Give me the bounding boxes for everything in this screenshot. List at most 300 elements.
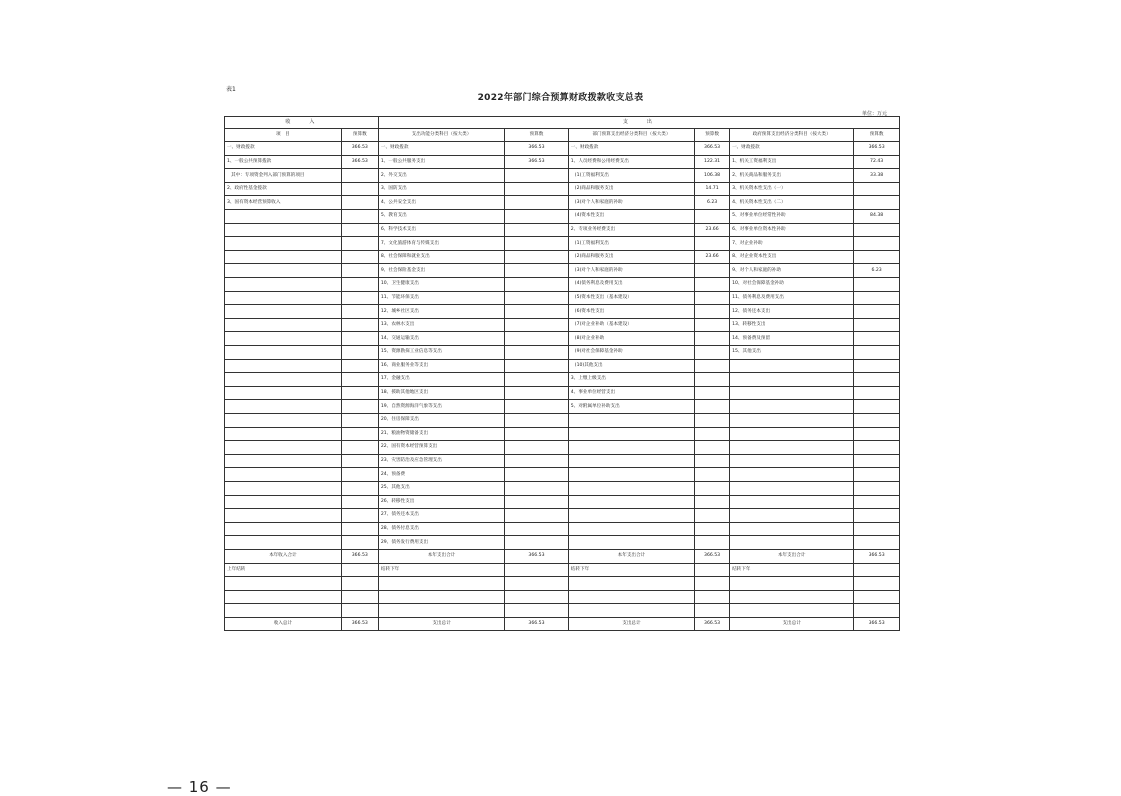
amount-cell	[854, 563, 900, 577]
amount-cell	[505, 210, 569, 224]
item-cell: 支出总计	[568, 617, 694, 631]
item-cell: 结转下年	[378, 563, 504, 577]
table-row	[225, 318, 900, 332]
item-cell: 29、债务发行费用支出	[378, 536, 504, 550]
amount-cell	[341, 590, 378, 604]
column-header: 项 目	[225, 128, 342, 142]
income-header: 收 入	[225, 117, 379, 129]
amount-cell: 366.53	[505, 155, 569, 169]
item-cell: 7、对企业补助	[730, 237, 854, 251]
item-cell	[225, 468, 342, 482]
item-cell	[568, 481, 694, 495]
amount-cell	[854, 318, 900, 332]
amount-cell	[505, 413, 569, 427]
item-cell: (2)商品和服务支出	[568, 250, 694, 264]
amount-cell	[341, 386, 378, 400]
amount-cell	[505, 590, 569, 604]
item-cell: (7)对企业补助（基本建设）	[568, 318, 694, 332]
item-cell	[225, 413, 342, 427]
amount-cell	[854, 590, 900, 604]
amount-cell	[695, 495, 730, 509]
amount-cell	[341, 223, 378, 237]
item-cell: 10、卫生健康支出	[378, 278, 504, 292]
amount-cell	[695, 454, 730, 468]
table-row	[225, 210, 900, 224]
amount-cell	[854, 413, 900, 427]
amount-cell	[341, 305, 378, 319]
amount-cell	[854, 427, 900, 441]
item-cell	[225, 400, 342, 414]
amount-cell	[695, 441, 730, 455]
item-cell	[730, 577, 854, 591]
item-cell: 5、教育支出	[378, 210, 504, 224]
item-cell	[730, 386, 854, 400]
item-cell: 12、债务还本支出	[730, 305, 854, 319]
item-cell: 14、预备费及预留	[730, 332, 854, 346]
item-cell: 其中：专项资金列入部门预算的项目	[225, 169, 342, 183]
amount-cell	[505, 481, 569, 495]
amount-cell	[341, 237, 378, 251]
amount-cell	[854, 182, 900, 196]
amount-cell	[505, 604, 569, 618]
amount-cell	[854, 400, 900, 414]
amount-cell	[695, 237, 730, 251]
amount-cell	[505, 237, 569, 251]
amount-cell	[341, 536, 378, 550]
table-row	[225, 454, 900, 468]
table-row	[225, 291, 900, 305]
item-cell	[225, 386, 342, 400]
amount-cell	[341, 413, 378, 427]
item-cell	[225, 590, 342, 604]
item-cell: 13、转移性支出	[730, 318, 854, 332]
amount-cell	[341, 373, 378, 387]
table-row	[225, 495, 900, 509]
item-cell: (4)资本性支出	[568, 210, 694, 224]
amount-cell	[505, 400, 569, 414]
table-row	[225, 359, 900, 373]
amount-cell: 366.53	[505, 142, 569, 156]
unit-label: 单位：万元	[862, 111, 888, 117]
amount-cell	[854, 250, 900, 264]
item-cell: 15、资源勘探工业信息等支出	[378, 346, 504, 360]
table-row	[225, 373, 900, 387]
amount-cell	[695, 332, 730, 346]
column-header: 预算数	[695, 128, 730, 142]
item-cell	[568, 427, 694, 441]
amount-cell	[505, 169, 569, 183]
amount-cell	[854, 332, 900, 346]
item-cell: 3、机关资本性支出（一）	[730, 182, 854, 196]
amount-cell	[695, 536, 730, 550]
item-cell: (4)债务利息及费用支出	[568, 278, 694, 292]
item-cell: 3、国有资本经营预算收入	[225, 196, 342, 210]
amount-cell	[695, 522, 730, 536]
item-cell: 本年支出合计	[730, 549, 854, 563]
amount-cell: 366.53	[695, 549, 730, 563]
table-row	[225, 305, 900, 319]
amount-cell	[505, 196, 569, 210]
amount-cell	[505, 346, 569, 360]
table-row	[225, 250, 900, 264]
item-cell: (1)工资福利支出	[568, 237, 694, 251]
amount-cell: 366.53	[341, 549, 378, 563]
item-cell	[568, 522, 694, 536]
column-header: 预算数	[505, 128, 569, 142]
table-row	[225, 223, 900, 237]
amount-cell: 33.38	[854, 169, 900, 183]
item-cell: 本年支出合计	[568, 549, 694, 563]
table-row	[225, 522, 900, 536]
item-cell	[730, 427, 854, 441]
item-cell: 6、对事业单位资本性补助	[730, 223, 854, 237]
item-cell	[225, 318, 342, 332]
amount-cell	[854, 291, 900, 305]
amount-cell	[505, 563, 569, 577]
table-row	[225, 549, 900, 563]
amount-cell	[341, 264, 378, 278]
amount-cell	[695, 563, 730, 577]
amount-cell	[854, 237, 900, 251]
column-header: 支出功能分类科目（按大类）	[378, 128, 504, 142]
item-cell	[730, 454, 854, 468]
amount-cell	[854, 278, 900, 292]
item-cell: 19、自然资源海洋气象等支出	[378, 400, 504, 414]
item-cell: 17、金融支出	[378, 373, 504, 387]
item-cell	[568, 577, 694, 591]
amount-cell: 366.53	[695, 142, 730, 156]
amount-cell: 366.53	[854, 549, 900, 563]
amount-cell	[505, 373, 569, 387]
amount-cell	[341, 291, 378, 305]
amount-cell: 366.53	[341, 142, 378, 156]
amount-cell	[505, 427, 569, 441]
item-cell	[225, 495, 342, 509]
amount-cell	[854, 495, 900, 509]
amount-cell	[695, 413, 730, 427]
item-cell	[730, 441, 854, 455]
item-cell	[568, 536, 694, 550]
amount-cell	[341, 318, 378, 332]
amount-cell	[695, 359, 730, 373]
amount-cell: 72.43	[854, 155, 900, 169]
item-cell: 6、科学技术支出	[378, 223, 504, 237]
table-row	[225, 155, 900, 169]
item-cell: 20、住房保障支出	[378, 413, 504, 427]
amount-cell	[854, 481, 900, 495]
amount-cell	[505, 250, 569, 264]
item-cell: 25、其他支出	[378, 481, 504, 495]
item-cell	[225, 305, 342, 319]
item-cell	[730, 373, 854, 387]
item-cell	[225, 536, 342, 550]
amount-cell	[695, 400, 730, 414]
item-cell	[568, 590, 694, 604]
amount-cell	[505, 332, 569, 346]
amount-cell	[341, 182, 378, 196]
table-row	[225, 577, 900, 591]
item-cell	[568, 509, 694, 523]
amount-cell	[505, 386, 569, 400]
column-header: 部门预算支出经济分类科目（按大类）	[568, 128, 694, 142]
item-cell	[730, 590, 854, 604]
page-title: 2022年部门综合预算财政拨款收支总表	[477, 93, 644, 103]
amount-cell	[854, 441, 900, 455]
amount-cell	[854, 386, 900, 400]
amount-cell	[695, 210, 730, 224]
item-cell: 11、节能环保支出	[378, 291, 504, 305]
item-cell: 4、机关资本性支出（二）	[730, 196, 854, 210]
amount-cell	[505, 305, 569, 319]
item-cell	[730, 481, 854, 495]
item-cell: 一、财政拨款	[568, 142, 694, 156]
item-cell: 本年收入合计	[225, 549, 342, 563]
amount-cell	[505, 359, 569, 373]
item-cell	[568, 468, 694, 482]
amount-cell: 366.53	[341, 155, 378, 169]
amount-cell	[854, 454, 900, 468]
amount-cell	[505, 468, 569, 482]
table-row	[225, 386, 900, 400]
amount-cell	[341, 441, 378, 455]
table-row	[225, 468, 900, 482]
amount-cell	[854, 577, 900, 591]
item-cell	[225, 373, 342, 387]
table-row	[225, 563, 900, 577]
item-cell: 2、专项业务经费支出	[568, 223, 694, 237]
table-row	[225, 604, 900, 618]
item-cell	[730, 604, 854, 618]
amount-cell	[341, 332, 378, 346]
amount-cell	[341, 196, 378, 210]
amount-cell	[854, 522, 900, 536]
item-cell: (9)对社会保障基金补助	[568, 346, 694, 360]
table-row	[225, 481, 900, 495]
item-cell: 4、公共安全支出	[378, 196, 504, 210]
item-cell	[730, 495, 854, 509]
amount-cell	[341, 210, 378, 224]
amount-cell	[341, 427, 378, 441]
item-cell	[378, 590, 504, 604]
item-cell	[225, 481, 342, 495]
item-cell: 22、国有资本经营预算支出	[378, 441, 504, 455]
amount-cell	[695, 346, 730, 360]
amount-cell	[695, 305, 730, 319]
item-cell	[225, 577, 342, 591]
item-cell: (6)资本性支出	[568, 305, 694, 319]
amount-cell: 23.66	[695, 223, 730, 237]
item-cell: 一、财政拨款	[225, 142, 342, 156]
item-cell: 1、一般公共预算拨款	[225, 155, 342, 169]
budget-table	[224, 116, 900, 631]
table-row	[225, 169, 900, 183]
amount-cell	[505, 577, 569, 591]
item-cell: 23、灾害防治及应急管理支出	[378, 454, 504, 468]
item-cell: 14、交通运输支出	[378, 332, 504, 346]
item-cell: 9、对个人和家庭的补助	[730, 264, 854, 278]
table-row	[225, 617, 900, 631]
table-row	[225, 427, 900, 441]
item-cell: 支出总计	[730, 617, 854, 631]
table-row	[225, 413, 900, 427]
table-number: 表1	[226, 86, 236, 93]
item-cell	[730, 509, 854, 523]
table-row	[225, 196, 900, 210]
item-cell: 13、农林水支出	[378, 318, 504, 332]
item-cell	[225, 441, 342, 455]
item-cell	[730, 468, 854, 482]
item-cell	[568, 413, 694, 427]
item-cell	[730, 359, 854, 373]
item-cell: 11、债务利息及费用支出	[730, 291, 854, 305]
amount-cell	[695, 590, 730, 604]
item-cell: 24、预备费	[378, 468, 504, 482]
amount-cell	[695, 481, 730, 495]
item-cell: 3、上缴上级支出	[568, 373, 694, 387]
item-cell: 27、债务还本支出	[378, 509, 504, 523]
column-header: 政府预算支出经济分类科目（按大类）	[730, 128, 854, 142]
amount-cell	[341, 454, 378, 468]
amount-cell: 366.53	[695, 617, 730, 631]
amount-cell	[341, 563, 378, 577]
table-row	[225, 182, 900, 196]
item-cell	[225, 250, 342, 264]
item-cell	[225, 291, 342, 305]
amount-cell	[341, 481, 378, 495]
table-row	[225, 509, 900, 523]
item-cell: 1、机关工资福利支出	[730, 155, 854, 169]
amount-cell	[505, 454, 569, 468]
amount-cell	[695, 291, 730, 305]
amount-cell	[505, 223, 569, 237]
amount-cell	[505, 441, 569, 455]
expense-header: 支 出	[378, 117, 899, 129]
amount-cell	[341, 346, 378, 360]
item-cell: 3、国防支出	[378, 182, 504, 196]
amount-cell: 84.38	[854, 210, 900, 224]
item-cell	[730, 400, 854, 414]
amount-cell	[695, 468, 730, 482]
item-cell: 12、城乡社区支出	[378, 305, 504, 319]
item-cell: 结转下年	[730, 563, 854, 577]
item-cell	[225, 604, 342, 618]
amount-cell	[341, 577, 378, 591]
page-number: — 16 —	[167, 778, 232, 796]
amount-cell	[341, 400, 378, 414]
item-cell: (5)资本性支出（基本建设）	[568, 291, 694, 305]
amount-cell	[505, 291, 569, 305]
item-cell: (3)对个人和家庭的补助	[568, 196, 694, 210]
amount-cell	[341, 468, 378, 482]
amount-cell	[854, 223, 900, 237]
item-cell: 4、事业单位经营支出	[568, 386, 694, 400]
column-header: 预算数	[341, 128, 378, 142]
item-cell	[225, 427, 342, 441]
item-cell: 1、人员经费和公用经费支出	[568, 155, 694, 169]
amount-cell: 6.23	[695, 196, 730, 210]
item-cell: (10)其他支出	[568, 359, 694, 373]
amount-cell	[505, 509, 569, 523]
table-row	[225, 237, 900, 251]
amount-cell	[341, 359, 378, 373]
amount-cell	[341, 509, 378, 523]
item-cell: 10、对社会保障基金补助	[730, 278, 854, 292]
item-cell: (3)对个人和家庭的补助	[568, 264, 694, 278]
amount-cell	[695, 386, 730, 400]
amount-cell	[341, 169, 378, 183]
item-cell	[378, 577, 504, 591]
item-cell: 支出总计	[378, 617, 504, 631]
item-cell: 收入总计	[225, 617, 342, 631]
amount-cell	[505, 278, 569, 292]
amount-cell	[505, 318, 569, 332]
amount-cell	[505, 522, 569, 536]
item-cell: 21、粮油物资储备支出	[378, 427, 504, 441]
table-row	[225, 536, 900, 550]
item-cell	[225, 278, 342, 292]
amount-cell	[505, 495, 569, 509]
item-cell: 5、对事业单位经常性补助	[730, 210, 854, 224]
item-cell	[225, 522, 342, 536]
table-row	[225, 590, 900, 604]
amount-cell: 122.31	[695, 155, 730, 169]
item-cell	[225, 237, 342, 251]
item-cell: (2)商品和服务支出	[568, 182, 694, 196]
item-cell	[225, 346, 342, 360]
table-row	[225, 346, 900, 360]
table-row	[225, 332, 900, 346]
item-cell: (1)工资福利支出	[568, 169, 694, 183]
amount-cell: 6.23	[854, 264, 900, 278]
amount-cell	[695, 604, 730, 618]
amount-cell	[854, 196, 900, 210]
amount-cell	[854, 536, 900, 550]
item-cell	[730, 522, 854, 536]
amount-cell	[341, 604, 378, 618]
amount-cell	[854, 359, 900, 373]
amount-cell	[854, 373, 900, 387]
item-cell: 16、商业服务业等支出	[378, 359, 504, 373]
table-row	[225, 264, 900, 278]
item-cell: 1、一般公共服务支出	[378, 155, 504, 169]
item-cell	[225, 359, 342, 373]
amount-cell	[695, 509, 730, 523]
item-cell: 18、援助其他地区支出	[378, 386, 504, 400]
amount-cell	[505, 182, 569, 196]
amount-cell	[695, 318, 730, 332]
amount-cell: 366.53	[505, 617, 569, 631]
item-cell: 7、文化旅游体育与传媒支出	[378, 237, 504, 251]
amount-cell: 366.53	[505, 549, 569, 563]
item-cell: (8)对企业补助	[568, 332, 694, 346]
amount-cell	[854, 305, 900, 319]
amount-cell: 366.53	[854, 142, 900, 156]
item-cell	[225, 454, 342, 468]
amount-cell	[341, 250, 378, 264]
item-cell: 2、机关商品和服务支出	[730, 169, 854, 183]
item-cell: 9、社会保险基金支出	[378, 264, 504, 278]
item-cell	[568, 604, 694, 618]
item-cell: 8、社会保障和就业支出	[378, 250, 504, 264]
item-cell	[730, 413, 854, 427]
amount-cell: 106.38	[695, 169, 730, 183]
item-cell: 8、对企业资本性支出	[730, 250, 854, 264]
amount-cell	[341, 278, 378, 292]
amount-cell	[505, 536, 569, 550]
amount-cell	[695, 427, 730, 441]
amount-cell: 366.53	[854, 617, 900, 631]
item-cell: 15、其他支出	[730, 346, 854, 360]
